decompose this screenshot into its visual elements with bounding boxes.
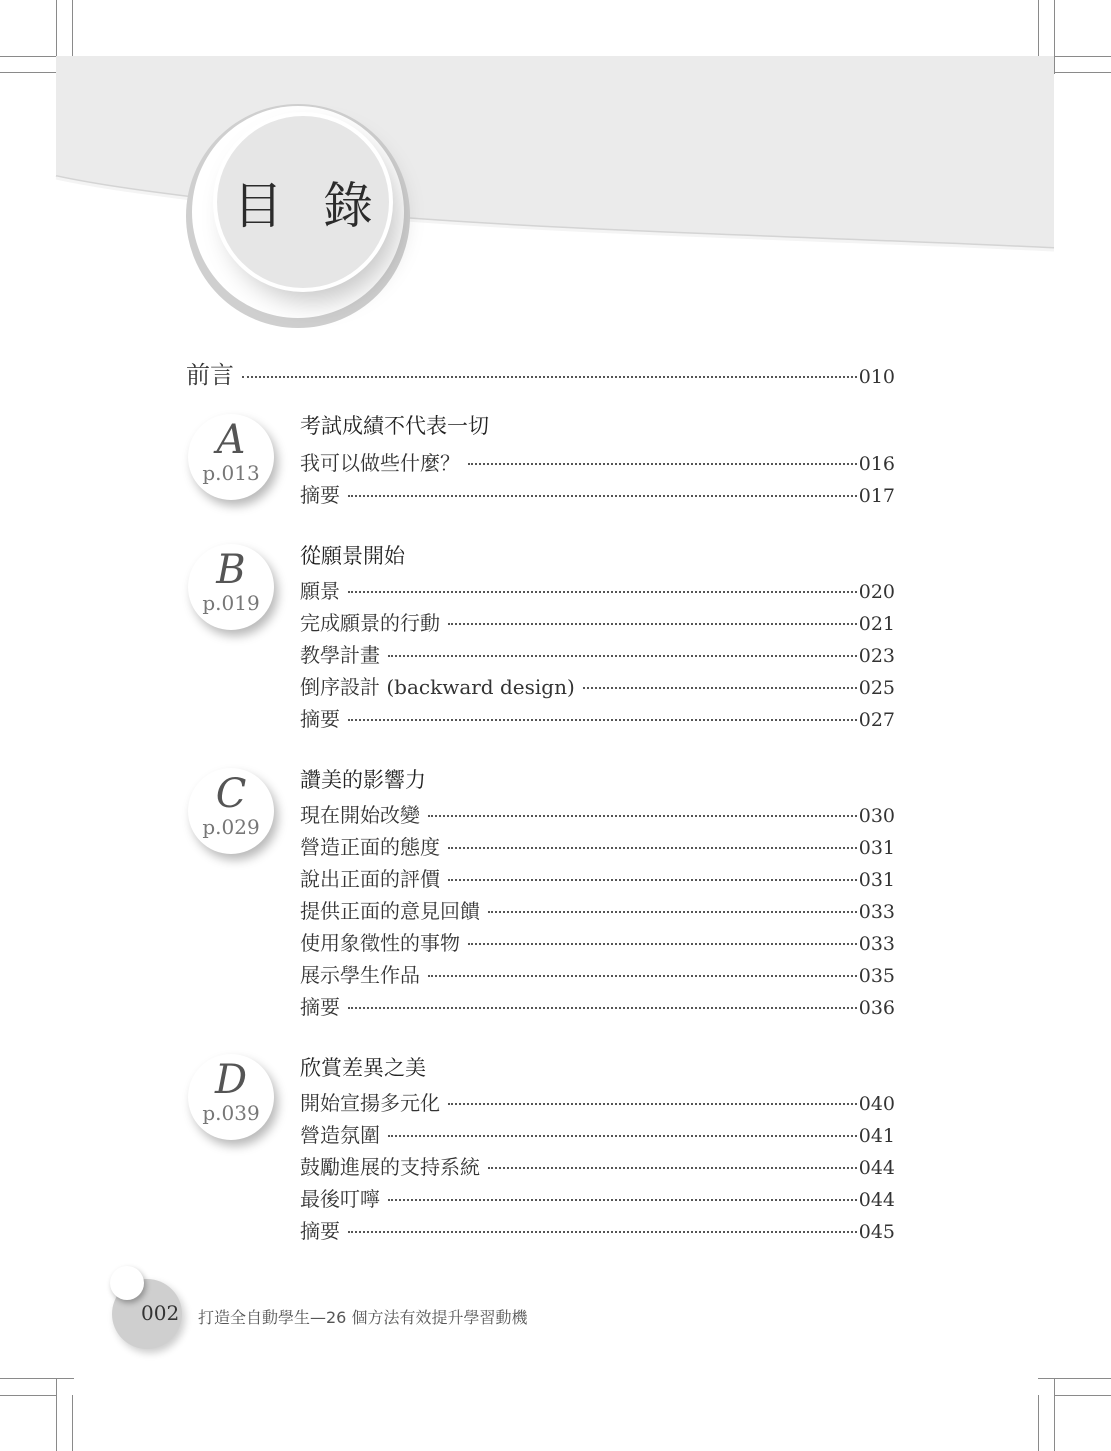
toc-page: 045 [858,1221,895,1243]
toc-label: 前言 [186,361,234,389]
toc-page: 025 [858,677,895,699]
page-title: 目 錄 [233,177,385,235]
dot-leader [388,1199,857,1201]
chapter-start-page: p.013 [202,461,260,485]
toc-page: 044 [858,1157,895,1179]
toc-page: 016 [858,453,895,475]
dot-leader [468,943,857,945]
toc-label: 摘要 [300,707,340,731]
toc-label: 摘要 [300,483,340,507]
footer-dot [110,1266,144,1300]
dot-leader [348,719,857,721]
toc-label: 最後叮嚀 [300,1187,380,1211]
chapter-badge-d [188,1054,274,1140]
toc-page: 031 [858,869,895,891]
toc-label: 營造正面的態度 [300,835,440,859]
toc-entry[interactable] [300,927,895,956]
toc-entry[interactable] [300,479,895,508]
toc-entry[interactable] [300,991,895,1020]
toc-label: 鼓勵進展的支持系統 [300,1155,480,1179]
header-band [0,0,1111,340]
toc-entry[interactable] [300,671,895,700]
chapter-title: 讚美的影響力 [300,768,426,792]
crop-mark [56,1378,57,1451]
dot-leader [348,1007,857,1009]
toc-label: 教學計畫 [300,643,380,667]
title-circle [217,116,389,288]
crop-mark [0,1378,74,1379]
toc-label: 摘要 [300,995,340,1019]
chapter-letter: C [215,771,247,817]
toc-page: 031 [858,837,895,859]
toc-page: 044 [858,1189,895,1211]
toc-entry[interactable] [300,703,895,732]
dot-leader [468,463,857,465]
toc-entry[interactable] [300,575,895,604]
toc-label: 倒序設計 (backward design) [300,675,575,699]
toc-label: 完成願景的行動 [300,611,440,635]
running-title: 打造全自動學生—26 個方法有效提升學習動機 [198,1308,528,1327]
chapter-badge-c [188,768,274,854]
dot-leader [488,911,857,913]
chapter-title: 欣賞差異之美 [300,1056,426,1080]
toc-label: 開始宣揚多元化 [300,1091,440,1115]
dot-leader [348,591,857,593]
dot-leader [428,975,857,977]
crop-mark [1038,1378,1111,1379]
chapter-start-page: p.029 [202,815,260,839]
toc-page: 035 [858,965,895,987]
toc-page: 023 [858,645,895,667]
toc-page: 033 [858,933,895,955]
toc-page: 040 [858,1093,895,1115]
toc-entry[interactable] [300,1087,895,1116]
crop-mark [1038,1395,1039,1451]
toc-page: 020 [858,581,895,603]
toc-entry[interactable] [300,895,895,924]
dot-leader [242,376,857,378]
toc-page: 036 [858,997,895,1019]
toc-label: 說出正面的評價 [300,867,440,891]
toc-page: 017 [858,485,895,507]
toc-label: 營造氛圍 [300,1123,380,1147]
toc-page: 027 [858,709,895,731]
toc-label: 提供正面的意見回饋 [300,899,480,923]
dot-leader [583,687,857,689]
dot-leader [488,1167,857,1169]
toc-entry[interactable] [300,1151,895,1180]
dot-leader [448,623,857,625]
chapter-start-page: p.039 [202,1101,260,1125]
toc-entry[interactable] [300,831,895,860]
chapter-title: 考試成績不代表一切 [300,414,489,438]
toc-label: 使用象徵性的事物 [300,931,460,955]
toc-entry[interactable] [300,1215,895,1244]
dot-leader [388,1135,857,1137]
chapter-title: 從願景開始 [300,544,405,568]
dot-leader [348,495,857,497]
toc-entry[interactable] [300,1119,895,1148]
toc-label: 現在開始改變 [300,803,420,827]
chapter-start-page: p.019 [202,591,260,615]
chapter-letter: D [214,1057,248,1103]
toc-entry[interactable] [300,607,895,636]
toc-entry[interactable] [300,959,895,988]
toc-label: 展示學生作品 [300,963,420,987]
toc-label: 願景 [300,579,340,603]
crop-mark [1054,1395,1111,1396]
toc-entry[interactable] [300,639,895,668]
dot-leader [448,879,857,881]
crop-mark [0,1395,56,1396]
chapter-badge-a [188,414,274,500]
page-number: 002 [141,1301,180,1325]
toc-page: 041 [858,1125,895,1147]
toc-page: 033 [858,901,895,923]
dot-leader [428,815,857,817]
toc-entry[interactable] [300,799,895,828]
chapter-badge-b [188,544,274,630]
crop-mark [72,1395,73,1451]
toc-entry[interactable] [300,863,895,892]
chapter-letter: A [216,417,246,463]
toc-preface[interactable] [186,355,895,390]
toc-entry[interactable] [300,1183,895,1212]
toc-page: 021 [858,613,895,635]
toc-page: 030 [858,805,895,827]
toc-label: 摘要 [300,1219,340,1243]
toc-page: 010 [858,366,895,388]
chapter-letter: B [216,547,246,593]
dot-leader [448,1103,857,1105]
toc-entry[interactable] [300,447,895,476]
dot-leader [348,1231,857,1233]
dot-leader [448,847,857,849]
dot-leader [388,655,857,657]
toc-label: 我可以做些什麼？ [300,451,460,475]
crop-mark [1054,1378,1055,1451]
